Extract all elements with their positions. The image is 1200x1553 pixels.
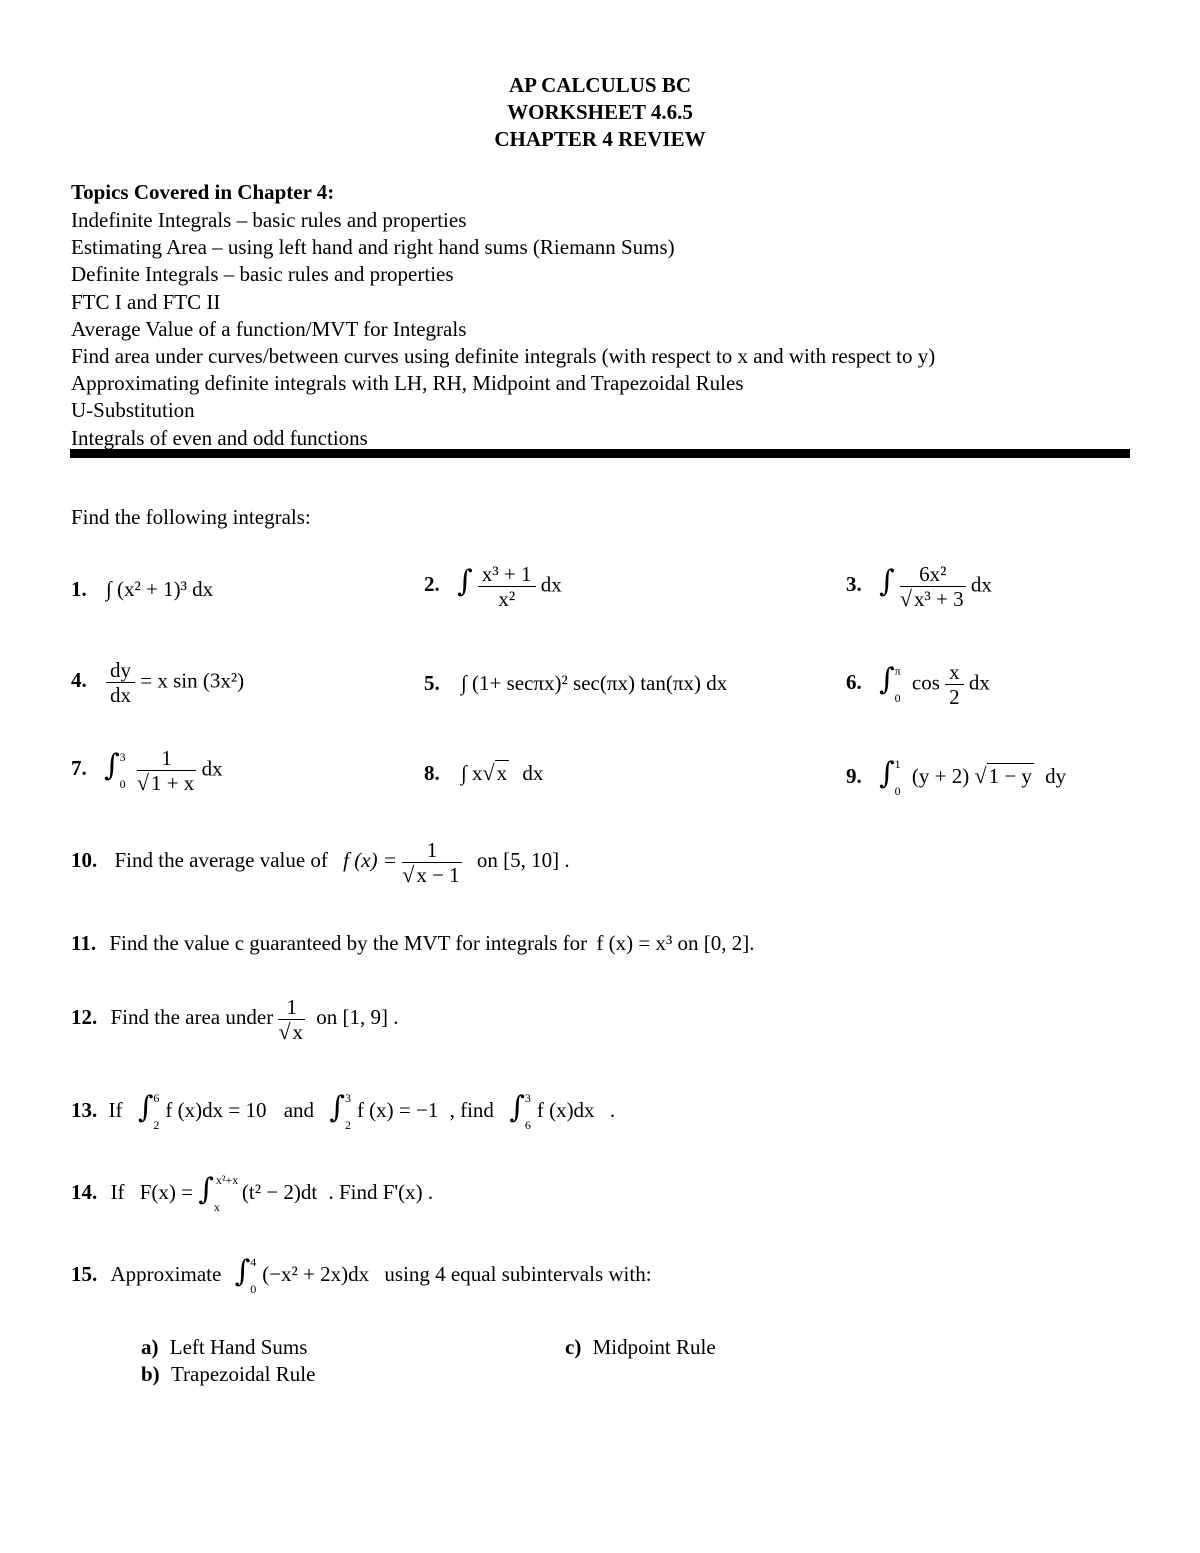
problem-text: . Find F'(x) . [328, 1180, 434, 1204]
problem-15 [71, 1254, 652, 1297]
derivative-fraction [106, 658, 135, 707]
problem-expression: ∫ (1+ secπx)² sec(πx) tan(πx) dx [461, 671, 728, 695]
differential: dx [522, 761, 544, 785]
fraction [945, 660, 964, 709]
problem-number: 8. [424, 761, 440, 785]
problem-expression: = x sin (3x²) [140, 668, 245, 693]
topic-item: Indefinite Integrals – basic rules and properties [71, 208, 467, 232]
problem-number: 14. [71, 1180, 98, 1204]
fraction [137, 746, 196, 795]
problem-number: 4. [71, 668, 87, 693]
radicand: x [496, 761, 508, 785]
subpart-text: Midpoint Rule [592, 1335, 716, 1359]
problem-number: 13. [71, 1098, 98, 1122]
differential: dx [201, 756, 223, 781]
problem-text: using 4 equal subintervals with: [384, 1262, 652, 1286]
integral-limits [153, 1091, 165, 1133]
fraction [478, 562, 536, 611]
problem-expression: ∫ x [461, 761, 483, 785]
differential: dy [1045, 764, 1067, 788]
upper-limit: 4 [250, 1255, 257, 1270]
upper-limit: 3 [119, 749, 126, 764]
fraction-denominator: √x − 1 [402, 862, 460, 887]
integral-sign: ∫ [104, 748, 120, 784]
integral-sign: ∫ [457, 564, 473, 600]
fraction-denominator: √1 + x [136, 770, 195, 795]
lower-limit: 2 [153, 1118, 160, 1133]
subpart-label: b) [141, 1362, 160, 1386]
lower-limit: 0 [250, 1282, 257, 1297]
problem-text: If [110, 1180, 125, 1204]
subpart-label: c) [565, 1335, 582, 1359]
differential: dx [540, 572, 562, 597]
fraction-numerator: dy [106, 658, 135, 683]
fraction-denominator: 2 [949, 685, 960, 709]
problem-8 [424, 760, 543, 786]
problem-1 [71, 577, 213, 602]
upper-limit: π [894, 663, 901, 678]
fraction [278, 995, 305, 1044]
integral-limits [250, 1255, 262, 1297]
radicand: x³ + 3 [913, 587, 964, 611]
instructions: Find the following integrals: [71, 505, 311, 529]
integrand: (−x² + 2x)dx [262, 1262, 370, 1286]
integral-sign: ∫ [879, 756, 895, 791]
topic-item: Approximating definite integrals with LH, RH, Midpoint and Trapezoidal Rules [71, 371, 744, 396]
integral-sign: ∫ [329, 1090, 345, 1125]
problem-expression: (y + 2) [911, 764, 970, 788]
problem-4 [71, 658, 244, 707]
radicand: 1 − y [988, 764, 1032, 788]
problem-number: 11. [71, 931, 97, 955]
integral-sign: ∫ [234, 1254, 251, 1289]
subpart-text: Left Hand Sums [169, 1335, 308, 1359]
upper-limit: 3 [524, 1091, 531, 1106]
punctuation: . [609, 1098, 616, 1122]
worksheet-number: WORKSHEET 4.6.5 [507, 100, 693, 124]
problem-text: and [283, 1098, 315, 1122]
radicand: x − 1 [416, 863, 460, 887]
integral-sign: ∫ [879, 564, 895, 600]
problem-12 [71, 995, 399, 1044]
lower-limit: 0 [119, 776, 126, 791]
problem-11 [71, 931, 755, 956]
problem-text: Find the average value of [114, 848, 328, 873]
integral-limits [344, 1091, 357, 1133]
integral-limits [524, 1091, 537, 1133]
topic-item: Definite Integrals – basic rules and properties [71, 262, 454, 287]
problem-7 [71, 746, 223, 795]
topic-item: U-Substitution [71, 398, 195, 423]
problem-9 [846, 756, 1067, 799]
lower-limit: 2 [344, 1118, 351, 1133]
topic-item: Average Value of a function/MVT for Integrals [71, 316, 467, 341]
lower-limit: 0 [894, 690, 901, 705]
lower-limit: 0 [894, 784, 901, 799]
problem-text: , find [449, 1098, 494, 1122]
fraction-numerator: 6x² [900, 562, 966, 587]
interval: on [5, 10] . [476, 848, 570, 873]
problem-13 [71, 1090, 616, 1133]
integral-limits [894, 757, 907, 799]
fraction [900, 562, 966, 611]
integral-limits [894, 663, 907, 705]
problem-5 [424, 671, 727, 696]
section-divider [70, 449, 1130, 458]
subpart-label: a) [141, 1335, 159, 1359]
worksheet-chapter: CHAPTER 4 REVIEW [494, 127, 706, 151]
problem-3 [846, 562, 992, 611]
problem-number: 1. [71, 577, 87, 601]
fraction-denominator: √x [278, 1019, 304, 1044]
subpart-b [141, 1362, 315, 1387]
problem-number: 2. [424, 572, 440, 597]
fraction-denominator: x² [498, 587, 516, 611]
upper-limit: 1 [894, 757, 901, 772]
problem-number: 3. [846, 572, 862, 597]
lower-limit: x [213, 1200, 220, 1215]
topics-heading: Topics Covered in Chapter 4: [71, 180, 335, 204]
problem-expression: f (x) = x³ on [0, 2]. [596, 931, 755, 955]
problem-number: 15. [71, 1262, 98, 1286]
problem-number: 12. [71, 1005, 98, 1030]
upper-limit: 3 [344, 1091, 351, 1106]
subpart-text: Trapezoidal Rule [170, 1362, 316, 1386]
fraction-numerator: x [945, 660, 964, 685]
problem-expression: f (x)dx [536, 1098, 595, 1122]
fraction-numerator: 1 [402, 838, 461, 863]
problem-number: 9. [846, 764, 862, 788]
upper-limit: 6 [153, 1091, 160, 1106]
integral-sign: ∫ [509, 1090, 525, 1125]
integrand: (t² − 2)dt [241, 1180, 318, 1204]
problem-number: 6. [846, 670, 862, 695]
problem-text: If [108, 1098, 123, 1122]
integral-sign: ∫ [137, 1090, 154, 1125]
fraction-numerator: 1 [278, 995, 305, 1020]
radicand: 1 + x [150, 771, 195, 795]
fraction-denominator: dx [110, 683, 131, 707]
integral-sign: ∫ [198, 1172, 214, 1207]
fraction-denominator: √x³ + 3 [899, 586, 964, 611]
radicand: x [292, 1020, 304, 1044]
problem-6 [846, 660, 990, 709]
differential: dx [970, 572, 992, 597]
problem-number: 10. [71, 848, 98, 873]
subpart-a [141, 1335, 307, 1360]
topic-item: FTC I and FTC II [71, 289, 221, 314]
topic-item: Integrals of even and odd functions [71, 425, 368, 450]
problem-expression: f (x)dx = 10 [165, 1098, 267, 1122]
problem-10 [71, 838, 570, 887]
problem-expression: ∫ (x² + 1)³ dx [106, 577, 214, 601]
integral-limits [119, 749, 132, 791]
fraction-numerator: x³ + 1 [478, 562, 536, 587]
sqrt-icon: √ [974, 763, 987, 788]
topics-list [71, 207, 935, 452]
subpart-c [565, 1335, 716, 1360]
topic-item: Find area under curves/between curves using definite integrals (with respect to x and with respect to y) [71, 343, 936, 368]
lower-limit: 6 [524, 1118, 531, 1133]
problem-2 [424, 562, 562, 611]
fraction [402, 838, 461, 887]
fraction-numerator: 1 [137, 746, 196, 771]
problem-expression: F(x) = [139, 1180, 194, 1204]
problem-text: Find the value c guaranteed by the MVT for integrals for [109, 931, 588, 955]
function-label: f (x) = [343, 848, 397, 873]
function-name: cos [911, 670, 940, 695]
problem-number: 5. [424, 671, 440, 695]
problem-14 [71, 1172, 434, 1215]
topic-item: Estimating Area – using left hand and right hand sums (Riemann Sums) [71, 235, 675, 260]
worksheet-course-title: AP CALCULUS BC [508, 73, 692, 97]
problem-text: Find the area under [110, 1005, 274, 1030]
integral-sign: ∫ [879, 662, 895, 698]
interval: on [1, 9] . [316, 1005, 399, 1030]
differential: dx [968, 670, 990, 695]
sqrt-icon: √ [482, 760, 495, 785]
integral-limits [213, 1173, 242, 1215]
problem-text: Approximate [110, 1262, 222, 1286]
upper-limit: x²+x [215, 1173, 239, 1188]
problem-expression: f (x) = −1 [356, 1098, 439, 1122]
problem-number: 7. [71, 756, 87, 781]
